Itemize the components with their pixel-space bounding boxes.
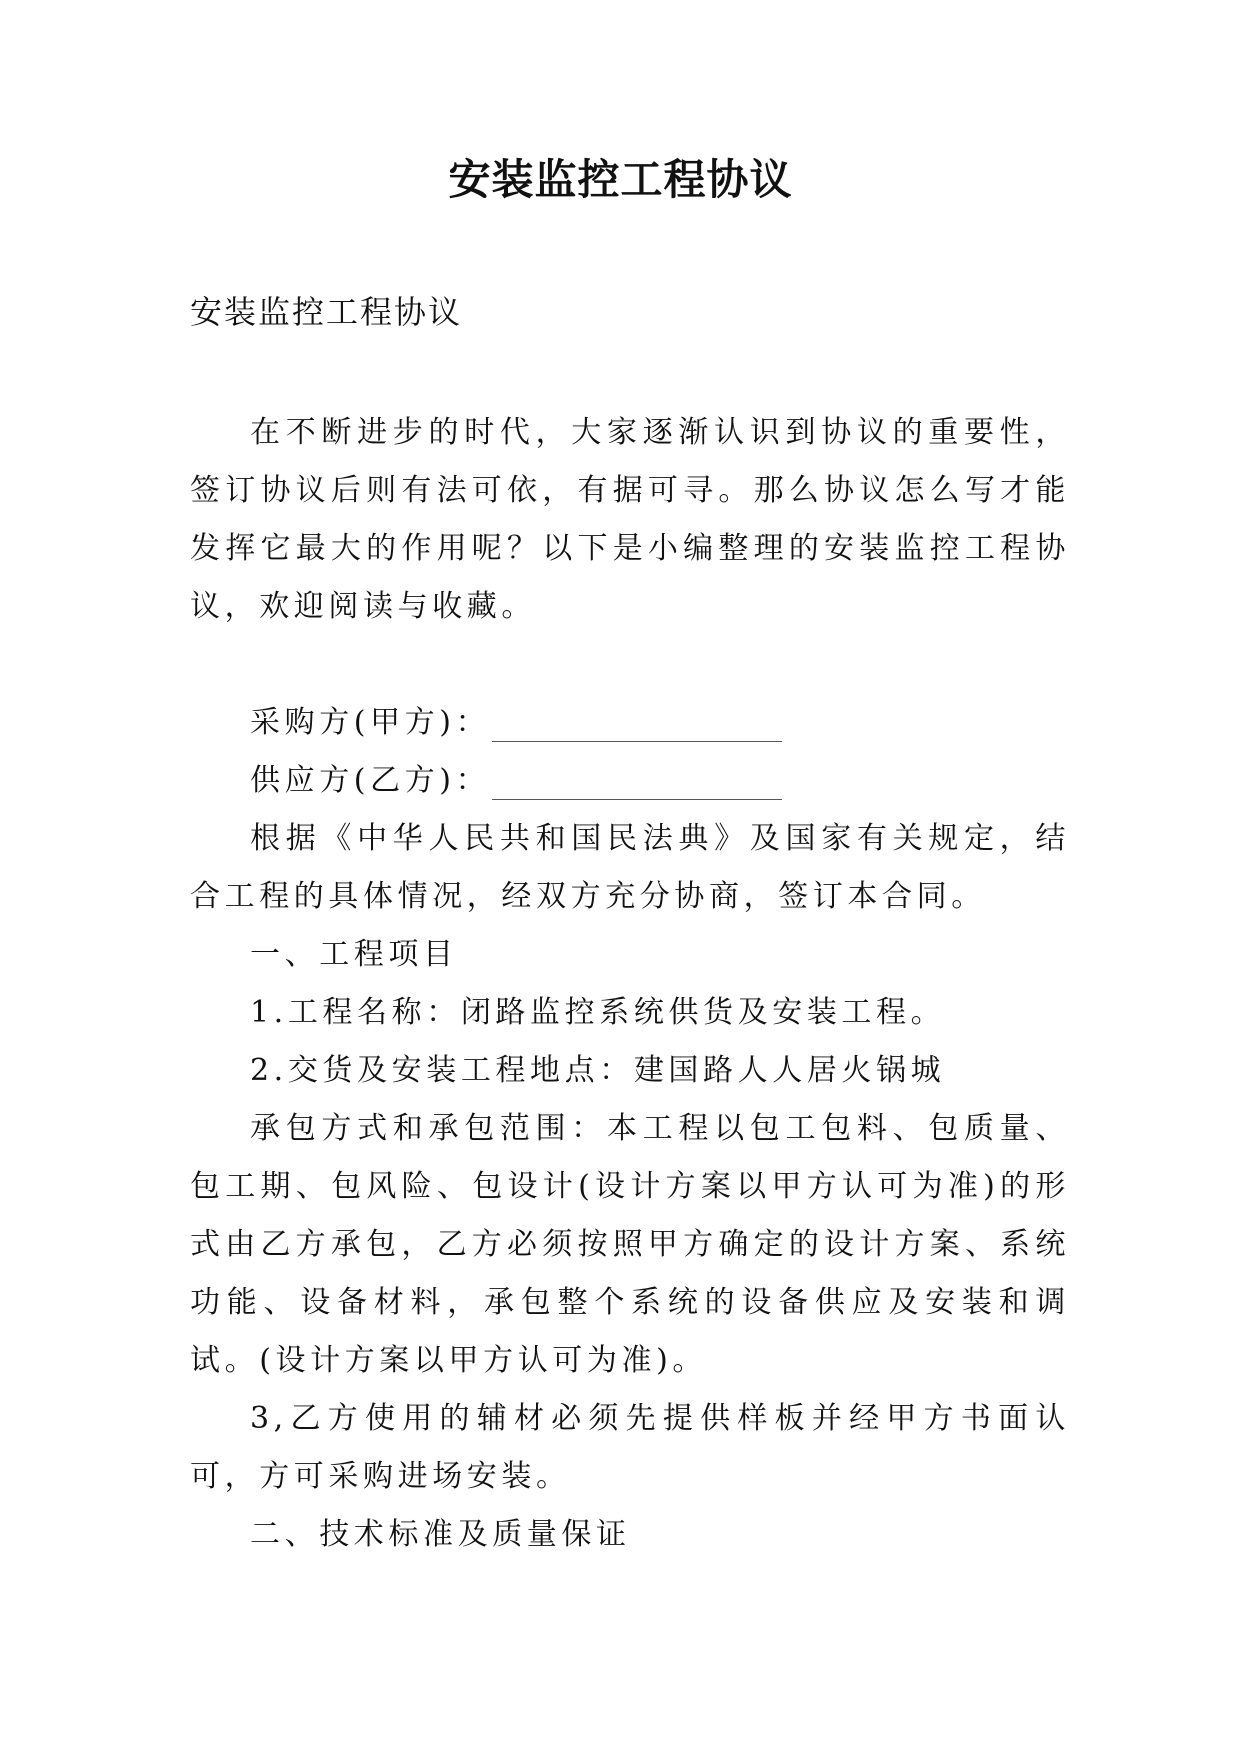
party-b-label: 供应方(乙方)： bbox=[250, 763, 491, 798]
party-b-line bbox=[190, 752, 1070, 810]
basis-paragraph: 根据《中华人民共和国民法典》及国家有关规定，结合工程的具体情况，经双方充分协商，签订本合同。 bbox=[190, 821, 1070, 914]
item-1-paragraph: 1.工程名称：闭路监控系统供货及安装工程。 bbox=[250, 995, 946, 1030]
document-subtitle: 安装监控工程协议 bbox=[190, 293, 463, 331]
party-a-line bbox=[190, 694, 1070, 752]
party-b-blank bbox=[492, 769, 782, 800]
party-a-blank bbox=[492, 711, 782, 742]
document-body bbox=[190, 404, 1070, 1564]
item-3-paragraph: 3,乙方使用的辅材必须先提供样板并经甲方书面认可，方可采购进场安装。 bbox=[190, 1401, 1070, 1494]
contract-scope-paragraph: 承包方式和承包范围：本工程以包工包料、包质量、包工期、包风险、包设计(设计方案以甲方认可为准)的形式由乙方承包，乙方必须按照甲方确定的设计方案、系统功能、设备材料，承包整个系统的设备供应及安装和调试。(设计方案以甲方认可为准)。 bbox=[190, 1111, 1070, 1378]
item-2-paragraph: 2.交货及安装工程地点：建国路人人居火锅城 bbox=[250, 1053, 946, 1088]
document-title: 安装监控工程协议 bbox=[448, 155, 793, 204]
section-1-heading: 一、工程项目 bbox=[250, 937, 458, 972]
intro-paragraph: 在不断进步的时代，大家逐渐认识到协议的重要性，签订协议后则有法可依，有据可寻。那么协议怎么写才能发挥它最大的作用呢？以下是小编整理的安装监控工程协议，欢迎阅读与收藏。 bbox=[190, 415, 1070, 624]
party-a-label: 采购方(甲方)： bbox=[250, 705, 491, 740]
section-2-heading: 二、技术标准及质量保证 bbox=[250, 1517, 631, 1552]
